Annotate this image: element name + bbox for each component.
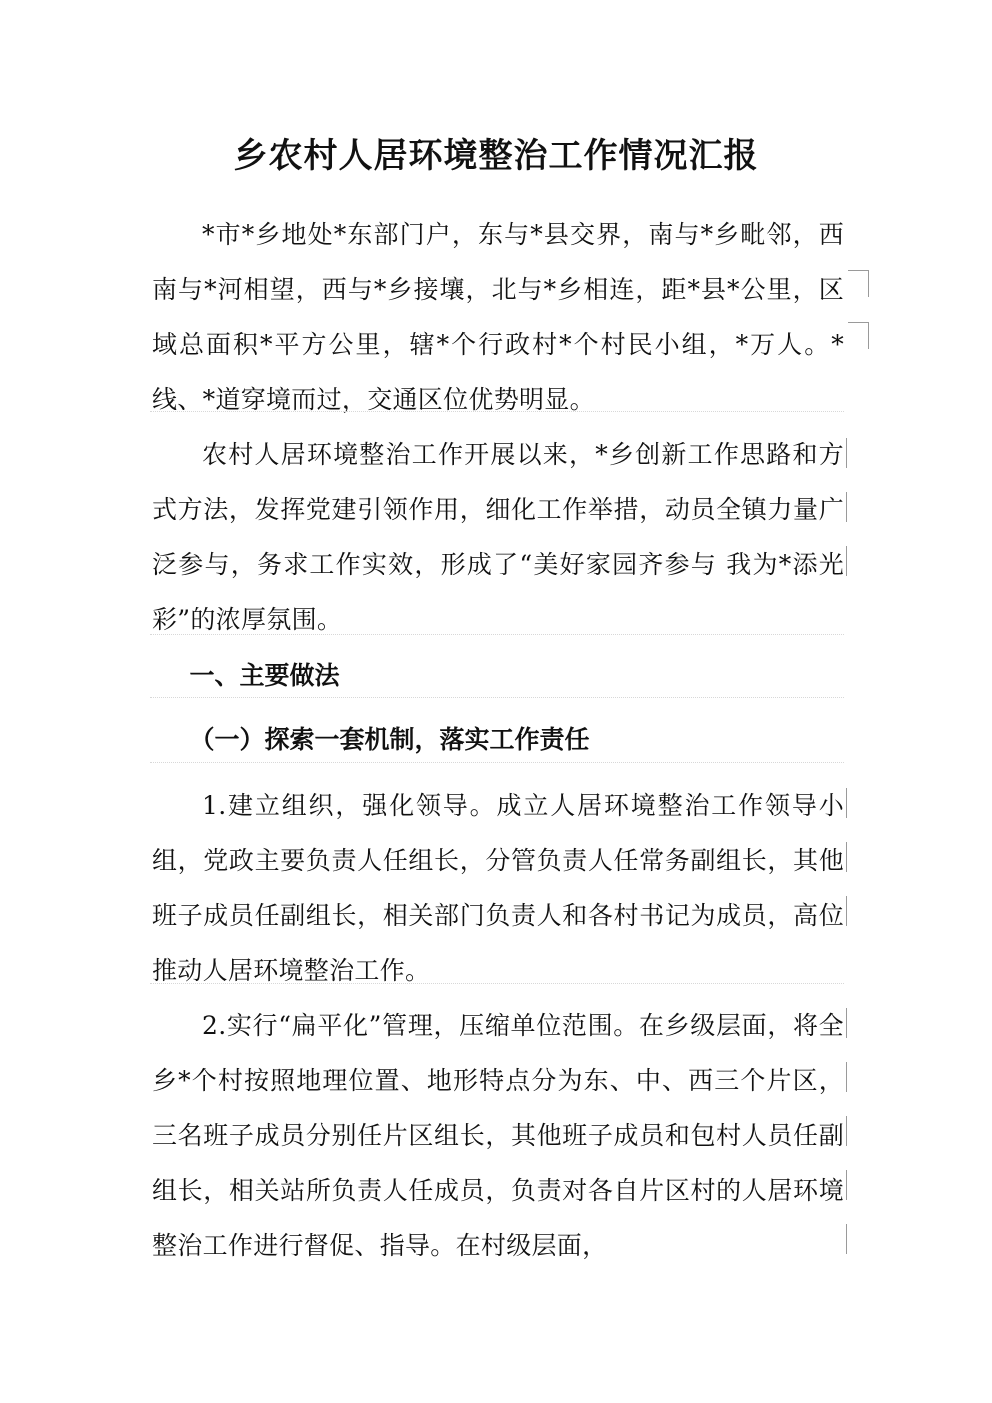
paragraph-separator xyxy=(150,983,844,984)
paragraph-overview: 农村人居环境整治工作开展以来，*乡创新工作思路和方式方法，发挥党建引领作用，细化工作举措，动员全镇力量广泛参与，务求工作实效，形成了“美好家园齐参与 我为*添光彩”的浓厚氛围。 xyxy=(152,440,844,634)
margin-mark xyxy=(848,270,869,297)
margin-mark xyxy=(846,492,847,522)
margin-mark xyxy=(846,896,847,926)
margin-mark xyxy=(846,546,847,576)
margin-mark xyxy=(846,438,847,468)
paragraph-separator xyxy=(150,634,844,635)
margin-mark xyxy=(846,1008,847,1038)
margin-mark xyxy=(846,1116,847,1146)
margin-mark xyxy=(846,1062,847,1092)
margin-mark xyxy=(846,788,847,818)
paragraph-separator xyxy=(150,762,844,763)
subsection-heading-mechanism: （一）探索一套机制，落实工作责任 xyxy=(189,725,590,754)
margin-mark xyxy=(846,1224,847,1254)
paragraph-location: *市*乡地处*东部门户，东与*县交界，南与*乡毗邻，西南与*河相望，西与*乡接壤，北与*乡相连，距*县*公里，区域总面积*平方公里，辖*个行政村*个村民小组，*万人。*线、*道穿境而过，交通区位优势明显。 xyxy=(152,220,844,414)
document-title: 乡农村人居环境整治工作情况汇报 xyxy=(233,136,759,176)
margin-mark xyxy=(846,1170,847,1200)
paragraph-organization: 1.建立组织，强化领导。成立人居环境整治工作领导小组，党政主要负责人任组长，分管负责人任常务副组长，其他班子成员任副组长，相关部门负责人和各村书记为成员，高位推动人居环境整治工作。 xyxy=(152,791,844,985)
section-heading-main-practices: 一、主要做法 xyxy=(189,661,340,690)
margin-mark xyxy=(846,842,847,872)
paragraph-separator xyxy=(150,697,844,698)
paragraph-flat-management: 2.实行“扁平化”管理，压缩单位范围。在乡级层面，将全乡*个村按照地理位置、地形特点分为东、中、西三个片区，三名班子成员分别任片区组长，其他班子成员和包村人员任副组长，相关站所负责人任成员，负责对各自片区村的人居环境整治工作进行督促、指导。在村级层面， xyxy=(152,1011,844,1260)
paragraph-separator xyxy=(150,411,844,412)
margin-mark xyxy=(848,322,869,349)
